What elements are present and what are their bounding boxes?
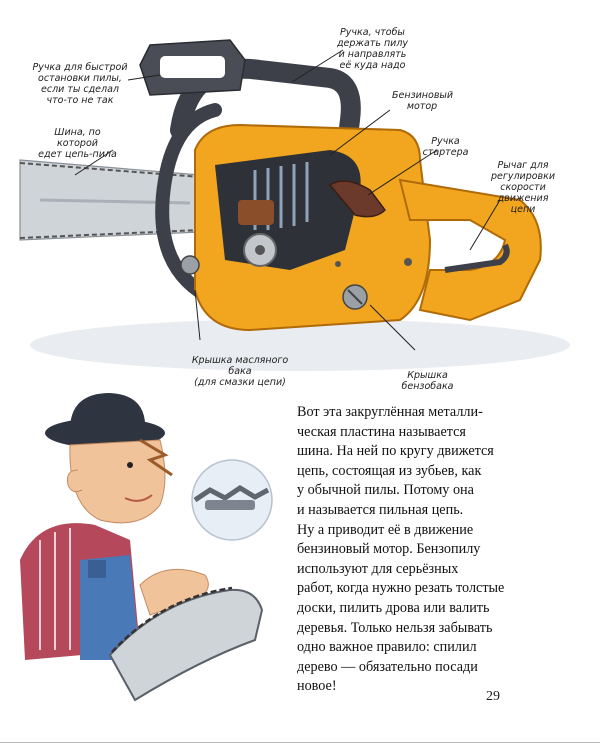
- guide-bar-icon: [20, 160, 208, 240]
- page-divider: [0, 742, 600, 743]
- label-engine: Бензиновый мотор: [392, 90, 454, 112]
- label-oil-tank-cap: Крышка масляного бака (для смазки цепи): [191, 355, 289, 388]
- label-guide-bar: Шина, по которой едет цепь-пила: [38, 127, 117, 160]
- label-fuel-tank-cap: Крышка бензобака: [401, 370, 454, 392]
- chain-closeup-icon: [192, 460, 272, 540]
- label-quick-stop-handle: Ручка для быстрой остановки пилы, если ты сделал что-то не так: [32, 62, 128, 106]
- body-paragraph: Вот эта закруглённая металли- ческая пластина называется шина. На ней по кругу движется цепь, состоящая из зубьев, как у обычной пилы. Потому она и называется пильная цепь. Ну а приводит её в движение бензиновый мотор. Бензопилу используют для серьёзных работ, когда нужно резать толстые доски, пилить дрова или валить деревья. Только нельзя забывать одно важное правило: спилил дерево — обязательно посади новое!: [297, 404, 505, 695]
- label-top-handle: Ручка, чтобы держать пилу и направлять её куда надо: [336, 27, 409, 71]
- label-throttle-lever: Рычаг для регулировки скорости движения цепи: [490, 160, 556, 215]
- label-starter-handle: Ручка стартера: [422, 136, 469, 158]
- page-number: 29: [486, 689, 500, 704]
- oil-cap-icon: [181, 256, 199, 274]
